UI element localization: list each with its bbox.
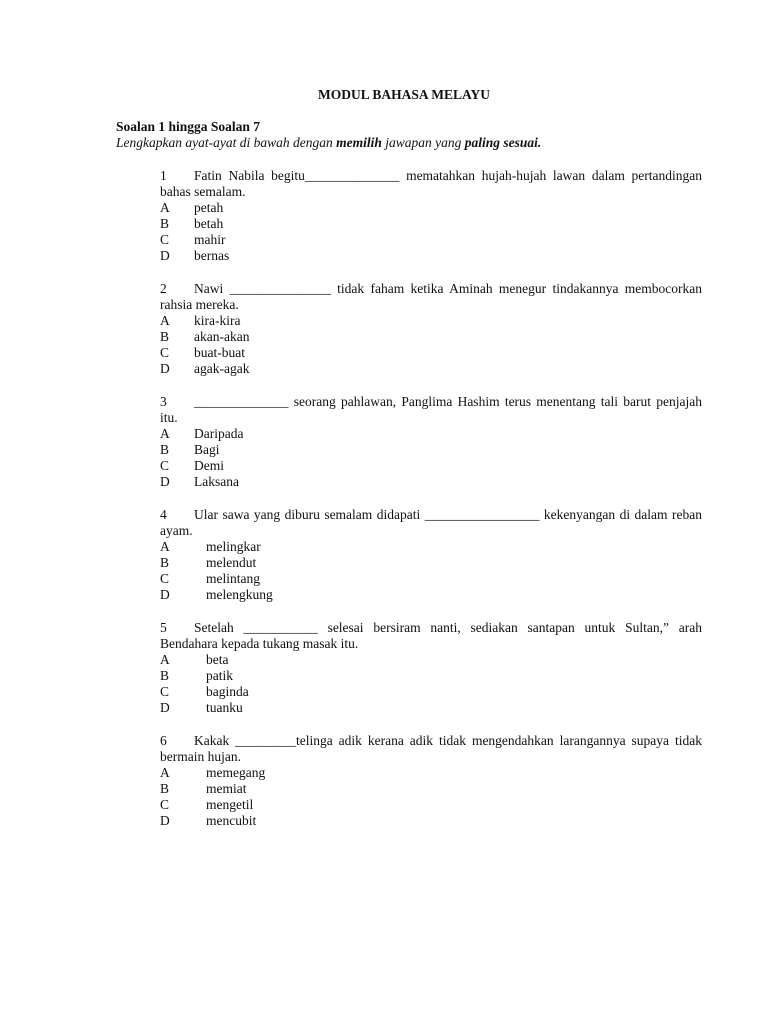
option-text: betah <box>194 216 224 231</box>
question-2-option-d[interactable] <box>160 361 702 377</box>
option-letter: B <box>160 668 170 683</box>
question-5-text <box>160 620 702 652</box>
option-text: melintang <box>206 571 260 586</box>
option-text: memiat <box>206 781 247 796</box>
question-1-option-b[interactable] <box>160 216 702 232</box>
question-1-option-a[interactable] <box>160 200 702 216</box>
option-letter: D <box>160 587 170 602</box>
question-1-option-c[interactable] <box>160 232 702 248</box>
option-text: tuanku <box>206 700 243 715</box>
question-4-text <box>160 507 702 539</box>
question-5 <box>160 620 702 716</box>
question-stem: ______________ seorang pahlawan, Panglima Hashim terus menentang tali barut penjajah itu. <box>160 394 702 425</box>
question-1-option-d[interactable] <box>160 248 702 264</box>
question-3-option-b[interactable] <box>160 442 702 458</box>
option-letter: C <box>160 571 170 586</box>
option-letter: A <box>160 539 170 554</box>
option-letter: A <box>160 313 170 328</box>
question-5-option-a[interactable] <box>160 652 702 668</box>
option-letter: D <box>160 700 170 715</box>
instruction-bold-2: paling sesuai. <box>464 135 542 150</box>
question-stem: Setelah ___________ selesai bersiram nanti, sediakan santapan untuk Sultan,” arah Bendahara kepada tukang masak itu. <box>160 620 702 651</box>
option-letter: D <box>160 361 170 376</box>
option-text: beta <box>206 652 229 667</box>
question-number: 5 <box>160 620 167 635</box>
question-5-option-d[interactable] <box>160 700 702 716</box>
option-text: Daripada <box>194 426 244 441</box>
question-4-option-b[interactable] <box>160 555 702 571</box>
instruction-text <box>116 135 541 151</box>
question-4-option-d[interactable] <box>160 587 702 603</box>
option-text: Bagi <box>194 442 220 457</box>
question-6-text <box>160 733 702 765</box>
option-text: patik <box>206 668 233 683</box>
question-number: 1 <box>160 168 167 183</box>
option-letter: D <box>160 248 170 263</box>
option-letter: C <box>160 232 170 247</box>
question-stem: Fatin Nabila begitu______________ mematahkan hujah-hujah lawan dalam pertandingan bahas semalam. <box>160 168 702 199</box>
option-letter: C <box>160 458 170 473</box>
question-4-option-a[interactable] <box>160 539 702 555</box>
option-letter: A <box>160 200 170 215</box>
question-4-option-c[interactable] <box>160 571 702 587</box>
question-2-option-a[interactable] <box>160 313 702 329</box>
question-3-option-a[interactable] <box>160 426 702 442</box>
question-5-option-c[interactable] <box>160 684 702 700</box>
question-number: 2 <box>160 281 167 296</box>
option-text: mahir <box>194 232 226 247</box>
option-text: petah <box>194 200 224 215</box>
question-number: 3 <box>160 394 167 409</box>
option-text: mengetil <box>206 797 254 812</box>
document-title: MODUL BAHASA MELAYU <box>317 87 491 102</box>
question-2 <box>160 281 702 377</box>
option-letter: A <box>160 765 170 780</box>
question-number: 6 <box>160 733 167 748</box>
option-letter: B <box>160 329 170 344</box>
option-text: buat-buat <box>194 345 245 360</box>
question-stem: Kakak _________telinga adik kerana adik tidak mengendahkan larangannya supaya tidak bermain hujan. <box>160 733 702 764</box>
question-3-option-c[interactable] <box>160 458 702 474</box>
option-text: melengkung <box>206 587 273 602</box>
question-stem: Ular sawa yang diburu semalam didapati _________________ kekenyangan di dalam reban ayam. <box>160 507 702 538</box>
question-number: 4 <box>160 507 167 522</box>
question-6 <box>160 733 702 829</box>
question-stem: Nawi _______________ tidak faham ketika Aminah menegur tindakannya membocorkan rahsia mereka. <box>160 281 702 312</box>
instruction-part-2: jawapan yang <box>381 135 465 150</box>
option-text: Demi <box>194 458 224 473</box>
question-6-option-d[interactable] <box>160 813 702 829</box>
instruction-part-1: Lengkapkan ayat-ayat di bawah dengan <box>116 135 337 150</box>
option-text: bernas <box>194 248 230 263</box>
instruction-bold-1: memilih <box>336 135 382 150</box>
option-text: agak-agak <box>194 361 250 376</box>
question-3 <box>160 394 702 490</box>
option-letter: C <box>160 797 170 812</box>
option-text: akan-akan <box>194 329 250 344</box>
option-text: melingkar <box>206 539 261 554</box>
question-2-text <box>160 281 702 313</box>
option-text: mencubit <box>206 813 257 828</box>
option-letter: B <box>160 555 170 570</box>
option-letter: C <box>160 684 170 699</box>
option-letter: D <box>160 474 170 489</box>
option-letter: C <box>160 345 170 360</box>
option-letter: B <box>160 216 170 231</box>
question-1-text <box>160 168 702 200</box>
question-6-option-b[interactable] <box>160 781 702 797</box>
option-text: kira-kira <box>194 313 241 328</box>
question-2-option-c[interactable] <box>160 345 702 361</box>
option-letter: A <box>160 652 170 667</box>
option-text: Laksana <box>194 474 239 489</box>
question-3-text <box>160 394 702 426</box>
question-6-option-c[interactable] <box>160 797 702 813</box>
option-letter: A <box>160 426 170 441</box>
question-5-option-b[interactable] <box>160 668 702 684</box>
section-heading: Soalan 1 hingga Soalan 7 <box>116 119 261 134</box>
option-letter: B <box>160 781 170 796</box>
question-2-option-b[interactable] <box>160 329 702 345</box>
question-list <box>160 168 702 846</box>
question-4 <box>160 507 702 603</box>
option-letter: D <box>160 813 170 828</box>
option-text: melendut <box>206 555 257 570</box>
option-text: baginda <box>206 684 249 699</box>
option-text: memegang <box>206 765 266 780</box>
question-3-option-d[interactable] <box>160 474 702 490</box>
question-1 <box>160 168 702 264</box>
option-letter: B <box>160 442 170 457</box>
question-6-option-a[interactable] <box>160 765 702 781</box>
